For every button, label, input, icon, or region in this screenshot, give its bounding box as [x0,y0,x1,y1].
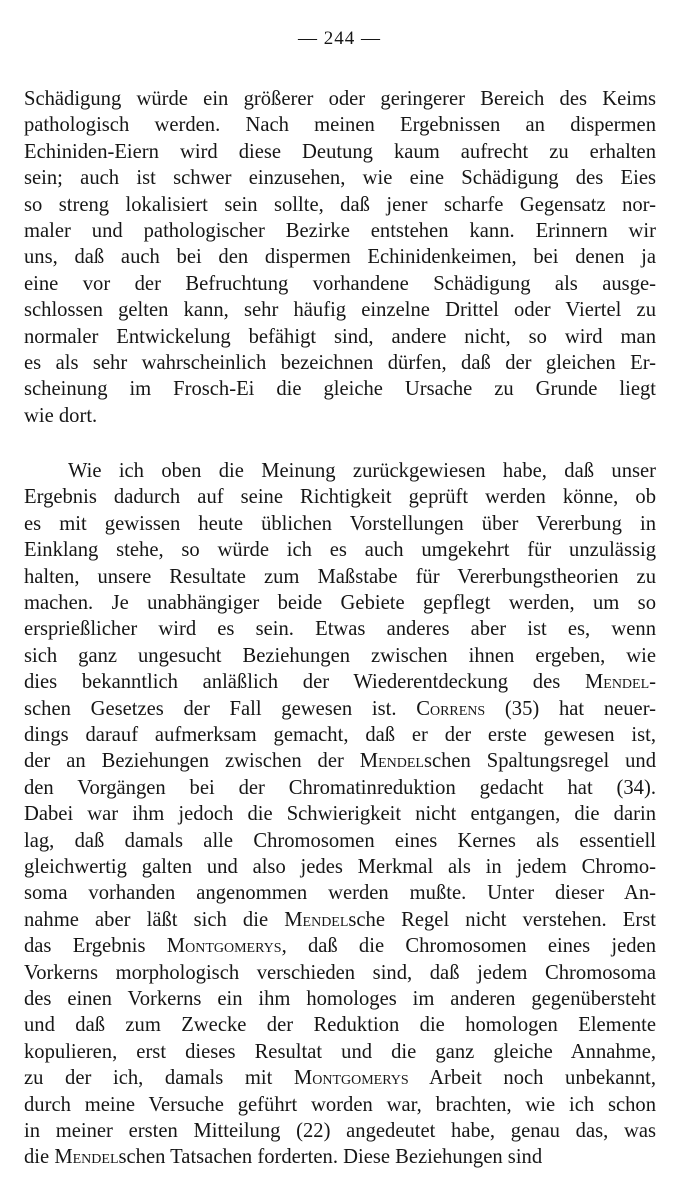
text-line: maler und pathologischer Bezirke entstehen kann. Erinnern wir [24,220,656,242]
text-line: normaler Entwickelung befähigt sind, andere nicht, so wird man [24,325,656,348]
text-line: scheinung im Frosch-Ei die gleiche Ursache zu Grunde liegt [24,378,656,401]
text-line: Vorkerns morphologisch verschieden sind, daß jedem Chromosoma [24,961,656,984]
text-line: Schädigung würde ein größerer oder geringerer Bereich des Keims [24,88,656,110]
page-number: — 244 — [298,28,381,49]
text-line: Wie ich oben die Meinung zurückgewiesen habe, daß unser [68,460,656,482]
text-line: halten, unsere Resultate zum Maßstabe für Vererbungstheorien zu [24,565,656,588]
text-line: Einklang stehe, so würde ich es auch umgekehrt für unzulässig [24,539,656,562]
text-line: das Ergebnis Montgomerys, daß die Chromosomen eines jeden [24,935,656,958]
text-line: und daß zum Zwecke der Reduktion die homologen Elemente [24,1014,656,1037]
text-line: kopulieren, erst dieses Resultat und die ganz gleiche Annahme, [24,1040,656,1063]
text-line: den Vorgängen bei der Chromatinreduktion gedacht hat (34). [24,776,656,799]
text-line: Dabei war ihm jedoch die Schwierigkeit nicht entgangen, die darin [24,803,656,826]
text-line: soma vorhanden angenommen werden mußte. Unter dieser An- [24,882,656,905]
text-line: Echiniden-Eiern wird diese Deutung kaum aufrecht zu erhalten [24,140,656,163]
text-line: machen. Je unabhängiger beide Gebiete gepflegt werden, um so [24,592,656,614]
text-line: des einen Vorkerns ein ihm homologes im anderen gegenübersteht [24,988,656,1010]
text-line: uns, daß auch bei den dispermen Echinidenkeimen, bei denen ja [24,246,656,269]
text-line: die Mendelschen Tatsachen forderten. Diese Beziehungen sind [24,1146,543,1169]
text-line: pathologisch werden. Nach meinen Ergebnissen an dispermen [24,114,656,137]
text-line: schen Gesetzes der Fall gewesen ist. Correns (35) hat neuer- [24,697,656,720]
text-line: Ergebnis dadurch auf seine Richtigkeit geprüft werden könne, ob [24,486,656,509]
text-line: so streng lokalisiert sein sollte, daß jener scharfe Gegensatz nor- [24,193,656,216]
text-line: durch meine Versuche geführt worden war, brachten, wie ich schon [24,1093,656,1116]
text-line: es als sehr wahrscheinlich bezeichnen dürfen, daß der gleichen Er- [24,352,656,374]
text-line: dies bekanntlich anläßlich der Wiederentdeckung des Mendel- [24,671,656,694]
text-line: ersprießlicher wird es sein. Etwas anderes aber ist es, wenn [24,618,656,641]
text-line: nahme aber läßt sich die Mendelsche Regel nicht verstehen. Erst [24,908,656,931]
text-line: der an Beziehungen zwischen der Mendelschen Spaltungsregel und [24,750,656,773]
text-line: es mit gewissen heute üblichen Vorstellungen über Vererbung in [24,512,656,535]
text-line: lag, daß damals alle Chromosomen eines Kernes als essentiell [24,829,656,852]
text-line: sich ganz ungesucht Beziehungen zwischen ihnen ergeben, wie [24,644,656,667]
text-line: eine vor der Befruchtung vorhandene Schädigung als ausge- [24,272,656,295]
text-line: schlossen gelten kann, sehr häufig einzelne Drittel oder Viertel zu [24,299,656,322]
text-line: sein; auch ist schwer einzusehen, wie eine Schädigung des Eies [24,167,656,190]
text-line: in meiner ersten Mitteilung (22) angedeutet habe, genau das, was [24,1120,656,1142]
text-line: zu der ich, damals mit Montgomerys Arbeit noch unbekannt, [24,1067,656,1090]
text-line: gleichwertig galten und also jedes Merkmal als in jedem Chromo- [24,856,656,878]
text-line: wie dort. [24,404,98,427]
text-line: dings darauf aufmerksam gemacht, daß er der erste gewesen ist, [24,724,656,746]
